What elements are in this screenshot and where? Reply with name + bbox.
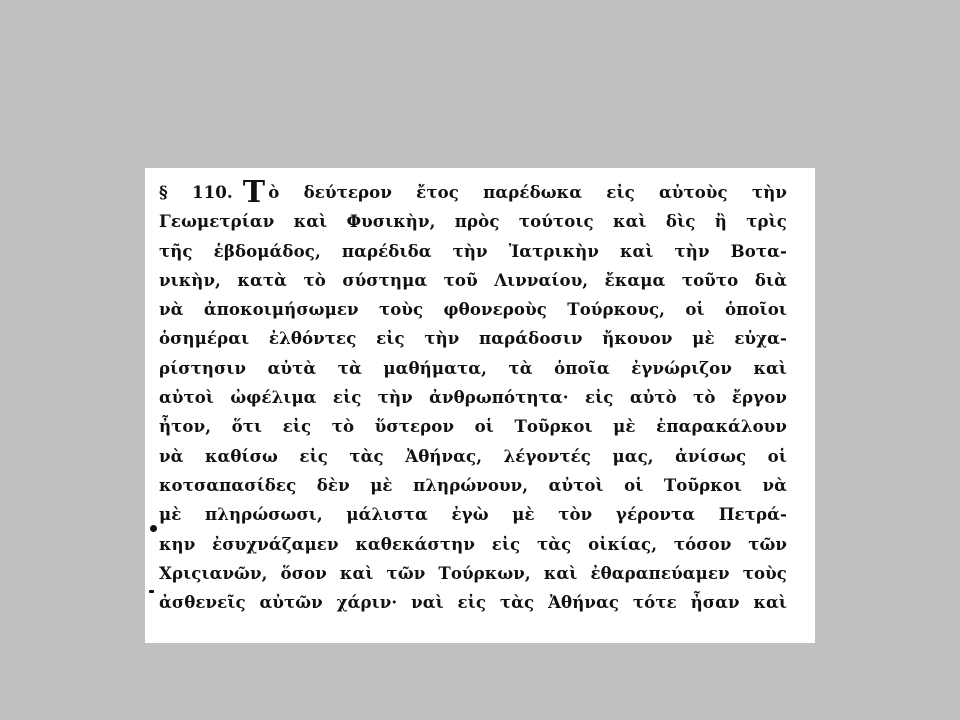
text-line: μὲ πληρώσωσι, μάλιστα ἐγὼ μὲ τὸν γέροντα Πετρά-	[159, 504, 787, 525]
greek-text-block	[159, 175, 787, 617]
text-line-content: ὸ δεύτερον ἔτος παρέδωκα εἰς αὐτοὺς τὴν	[268, 182, 787, 202]
text-line: νὰ ἀποκοιμήσωμεν τοὺς φθονεροὺς Τούρκους, οἱ ὁποῖοι	[159, 299, 787, 320]
text-line: κην ἐσυχνάζαμεν καθεκάστην εἰς τὰς οἰκίας, τόσον τῶν	[159, 533, 787, 554]
text-line	[159, 175, 787, 210]
text-line: ρίστησιν αὐτὰ τὰ μαθήματα, τὰ ὁποῖα ἐγνώριζον καὶ	[159, 357, 787, 378]
text-line: τῆς ἑβδομάδος, παρέδιδα τὴν Ἰατρικὴν καὶ τὴν Βοτα-	[159, 240, 787, 261]
section-number: § 110.	[159, 182, 233, 202]
text-line: ἀσθενεῖς αὐτῶν χάριν· ναὶ εἰς τὰς Ἀθήνας τότε ἦσαν καὶ	[159, 592, 787, 613]
text-line: Χριςιανῶν, ὅσον καὶ τῶν Τούρκων, καὶ ἐθαραπεύαμεν τοὺς	[159, 562, 787, 583]
text-line: Γεωμετρίαν καὶ Φυσικὴν, πρὸς τούτοις καὶ δὶς ἢ τρὶς	[159, 211, 787, 232]
text-line: αὐτοὶ ὠφέλιμα εἰς τὴν ἀνθρωπότητα· εἰς αὐτὸ τὸ ἔργον	[159, 387, 787, 408]
text-line: ἦτον, ὅτι εἰς τὸ ὕστερον οἱ Τοῦρκοι μὲ ἐπαρακάλουν	[159, 416, 787, 437]
scanned-page	[145, 168, 815, 643]
text-line: νικὴν, κατὰ τὸ σύστημα τοῦ Λινναίου, ἔκαμα τοῦτο διὰ	[159, 269, 787, 290]
margin-ink-mark	[149, 590, 154, 593]
text-line: ὁσημέραι ἐλθόντες εἰς τὴν παράδοσιν ἤκουον μὲ εὐχα-	[159, 328, 787, 349]
text-line: νὰ καθίσω εἰς τὰς Ἀθήνας, λέγοντές μας, ἀνίσως οἱ	[159, 445, 787, 466]
margin-ink-mark	[150, 525, 157, 532]
text-line: κοτσαπασίδες δὲν μὲ πληρώνουν, αὐτοὶ οἱ Τοῦρκοι νὰ	[159, 474, 787, 495]
drop-cap: Τ	[242, 175, 266, 210]
